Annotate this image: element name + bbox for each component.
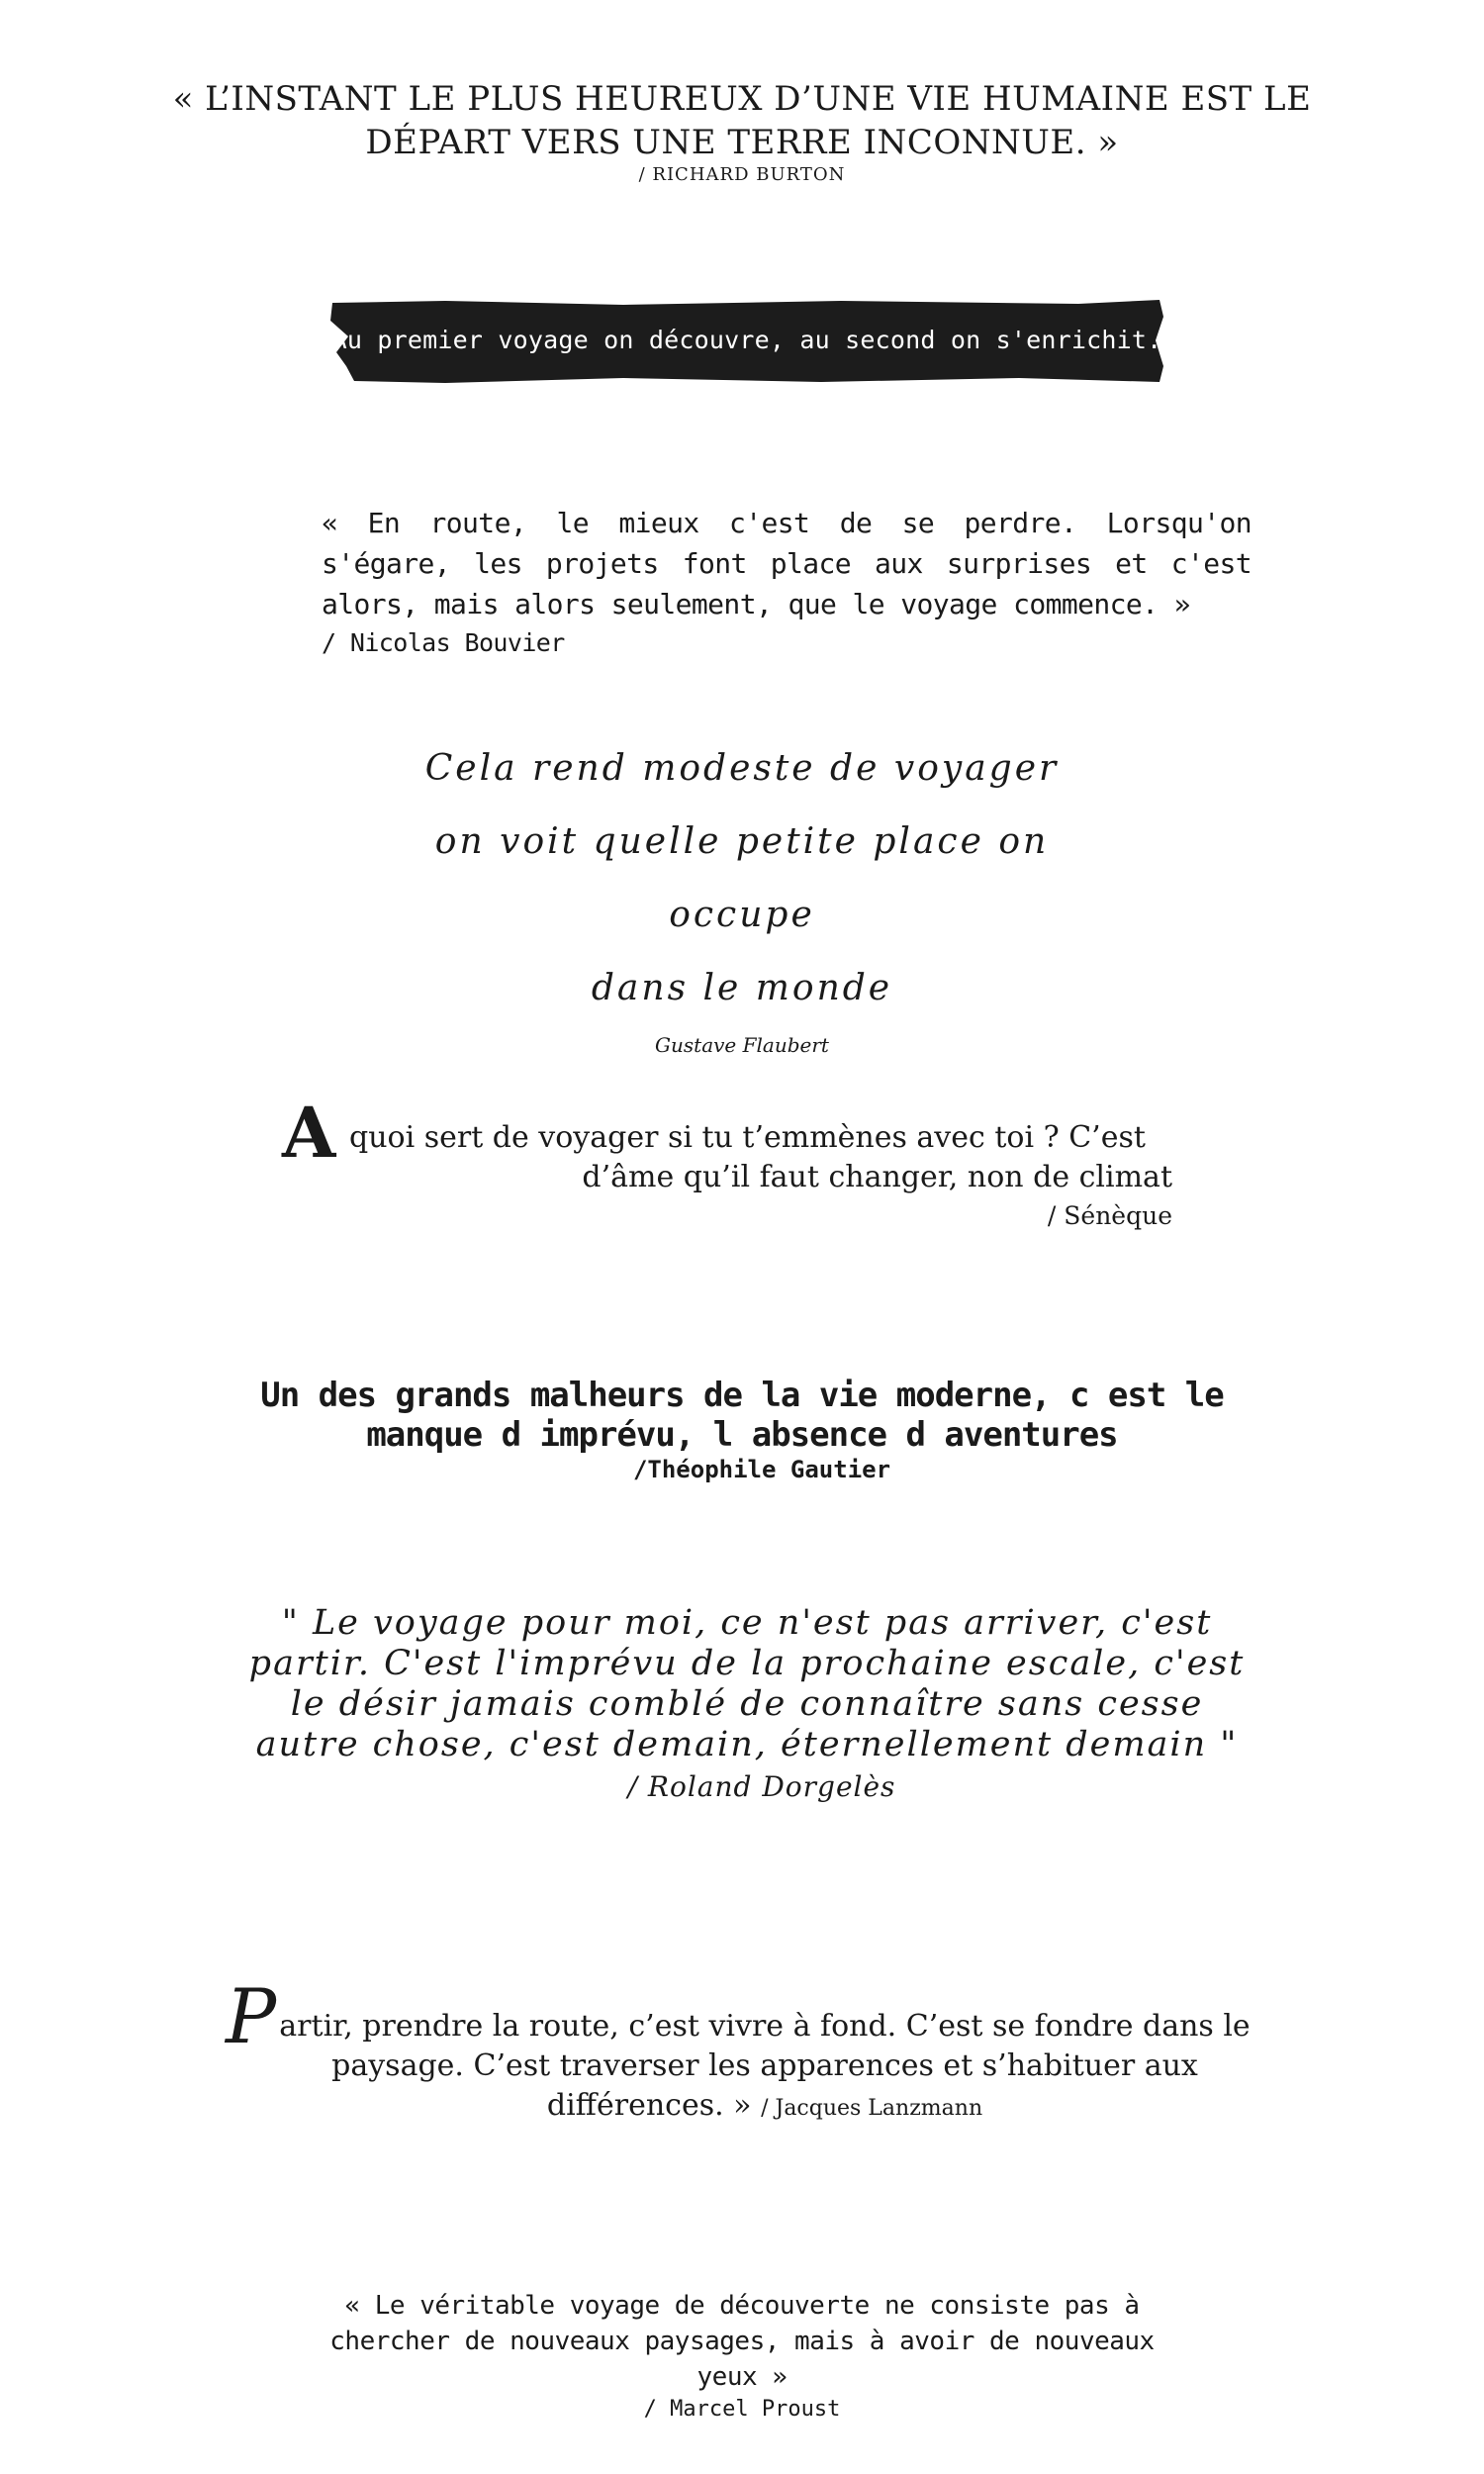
quote-seneque-line-1: quoi sert de voyager si tu t’emmènes avec toi ? C’est bbox=[349, 1120, 1146, 1155]
quote-burton-text: « L’INSTANT LE PLUS HEUREUX D’UNE VIE HUMAINE EST LE DÉPART VERS UNE TERRE INCONNUE. » bbox=[172, 79, 1312, 162]
quote-proust-author: / Marcel Proust bbox=[643, 2397, 841, 2422]
quote-seneque-dropcap: A bbox=[282, 1092, 336, 1174]
quote-lanzmann-text: artir, prendre la route, c’est vivre à fond. C’est se fondre dans le paysage. C’est traverser les apparences et s’habituer aux différences. » bbox=[279, 2009, 1251, 2123]
quote-bouvier bbox=[322, 503, 1252, 660]
banner-text: Au premier voyage on découvre, au second on s'enrichit. bbox=[331, 326, 1162, 354]
quote-bouvier-text: « En route, le mieux c'est de se perdre. Lorsqu'on s'égare, les projets font place aux surprises et c'est alors, mais alors seulement, que le voyage commence. » bbox=[322, 507, 1252, 620]
quote-burton-author: / RICHARD BURTON bbox=[638, 164, 846, 185]
quote-banner bbox=[326, 297, 1167, 388]
quote-bouvier-author: / Nicolas Bouvier bbox=[322, 628, 565, 657]
quote-proust-text: « Le véritable voyage de découverte ne consiste pas à chercher de nouveaux paysages, mais à avoir de nouveaux yeux » bbox=[329, 2291, 1155, 2392]
quote-dorgeles-author: / Roland Dorgelès bbox=[627, 1770, 896, 1803]
quote-flaubert-line-1: Cela rend modeste de voyager bbox=[424, 748, 1060, 789]
quote-gautier bbox=[247, 1376, 1237, 1484]
quote-flaubert-line-3: dans le monde bbox=[591, 968, 893, 1008]
quote-flaubert bbox=[376, 732, 1108, 1065]
quote-proust bbox=[297, 2288, 1187, 2425]
quote-lanzmann-dropcap: P bbox=[226, 1972, 277, 2060]
quote-dorgeles bbox=[242, 1603, 1252, 1807]
quote-flaubert-line-2: on voit quelle petite place on occupe bbox=[434, 821, 1050, 935]
quote-seneque-line-2: d’âme qu’il faut changer, non de climat bbox=[582, 1160, 1172, 1194]
quote-flaubert-author: Gustave Flaubert bbox=[655, 1033, 829, 1057]
quote-burton bbox=[99, 77, 1385, 185]
quote-gautier-author: /Théophile Gautier bbox=[632, 1456, 891, 1483]
quote-dorgeles-text: " Le voyage pour moi, ce n'est pas arriver, c'est partir. C'est l'imprévu de la prochaine escale, c'est le désir jamais comblé de connaître sans cesse autre chose, c'est demain, éternellement demain " bbox=[248, 1603, 1246, 1764]
quote-gautier-text: Un des grands malheurs de la vie moderne, c est le manque d imprévu, l absence d aventures bbox=[260, 1376, 1224, 1455]
quote-lanzmann-author: / Jacques Lanzmann bbox=[761, 2096, 983, 2121]
quote-seneque-author: / Sénèque bbox=[1047, 1201, 1172, 1230]
